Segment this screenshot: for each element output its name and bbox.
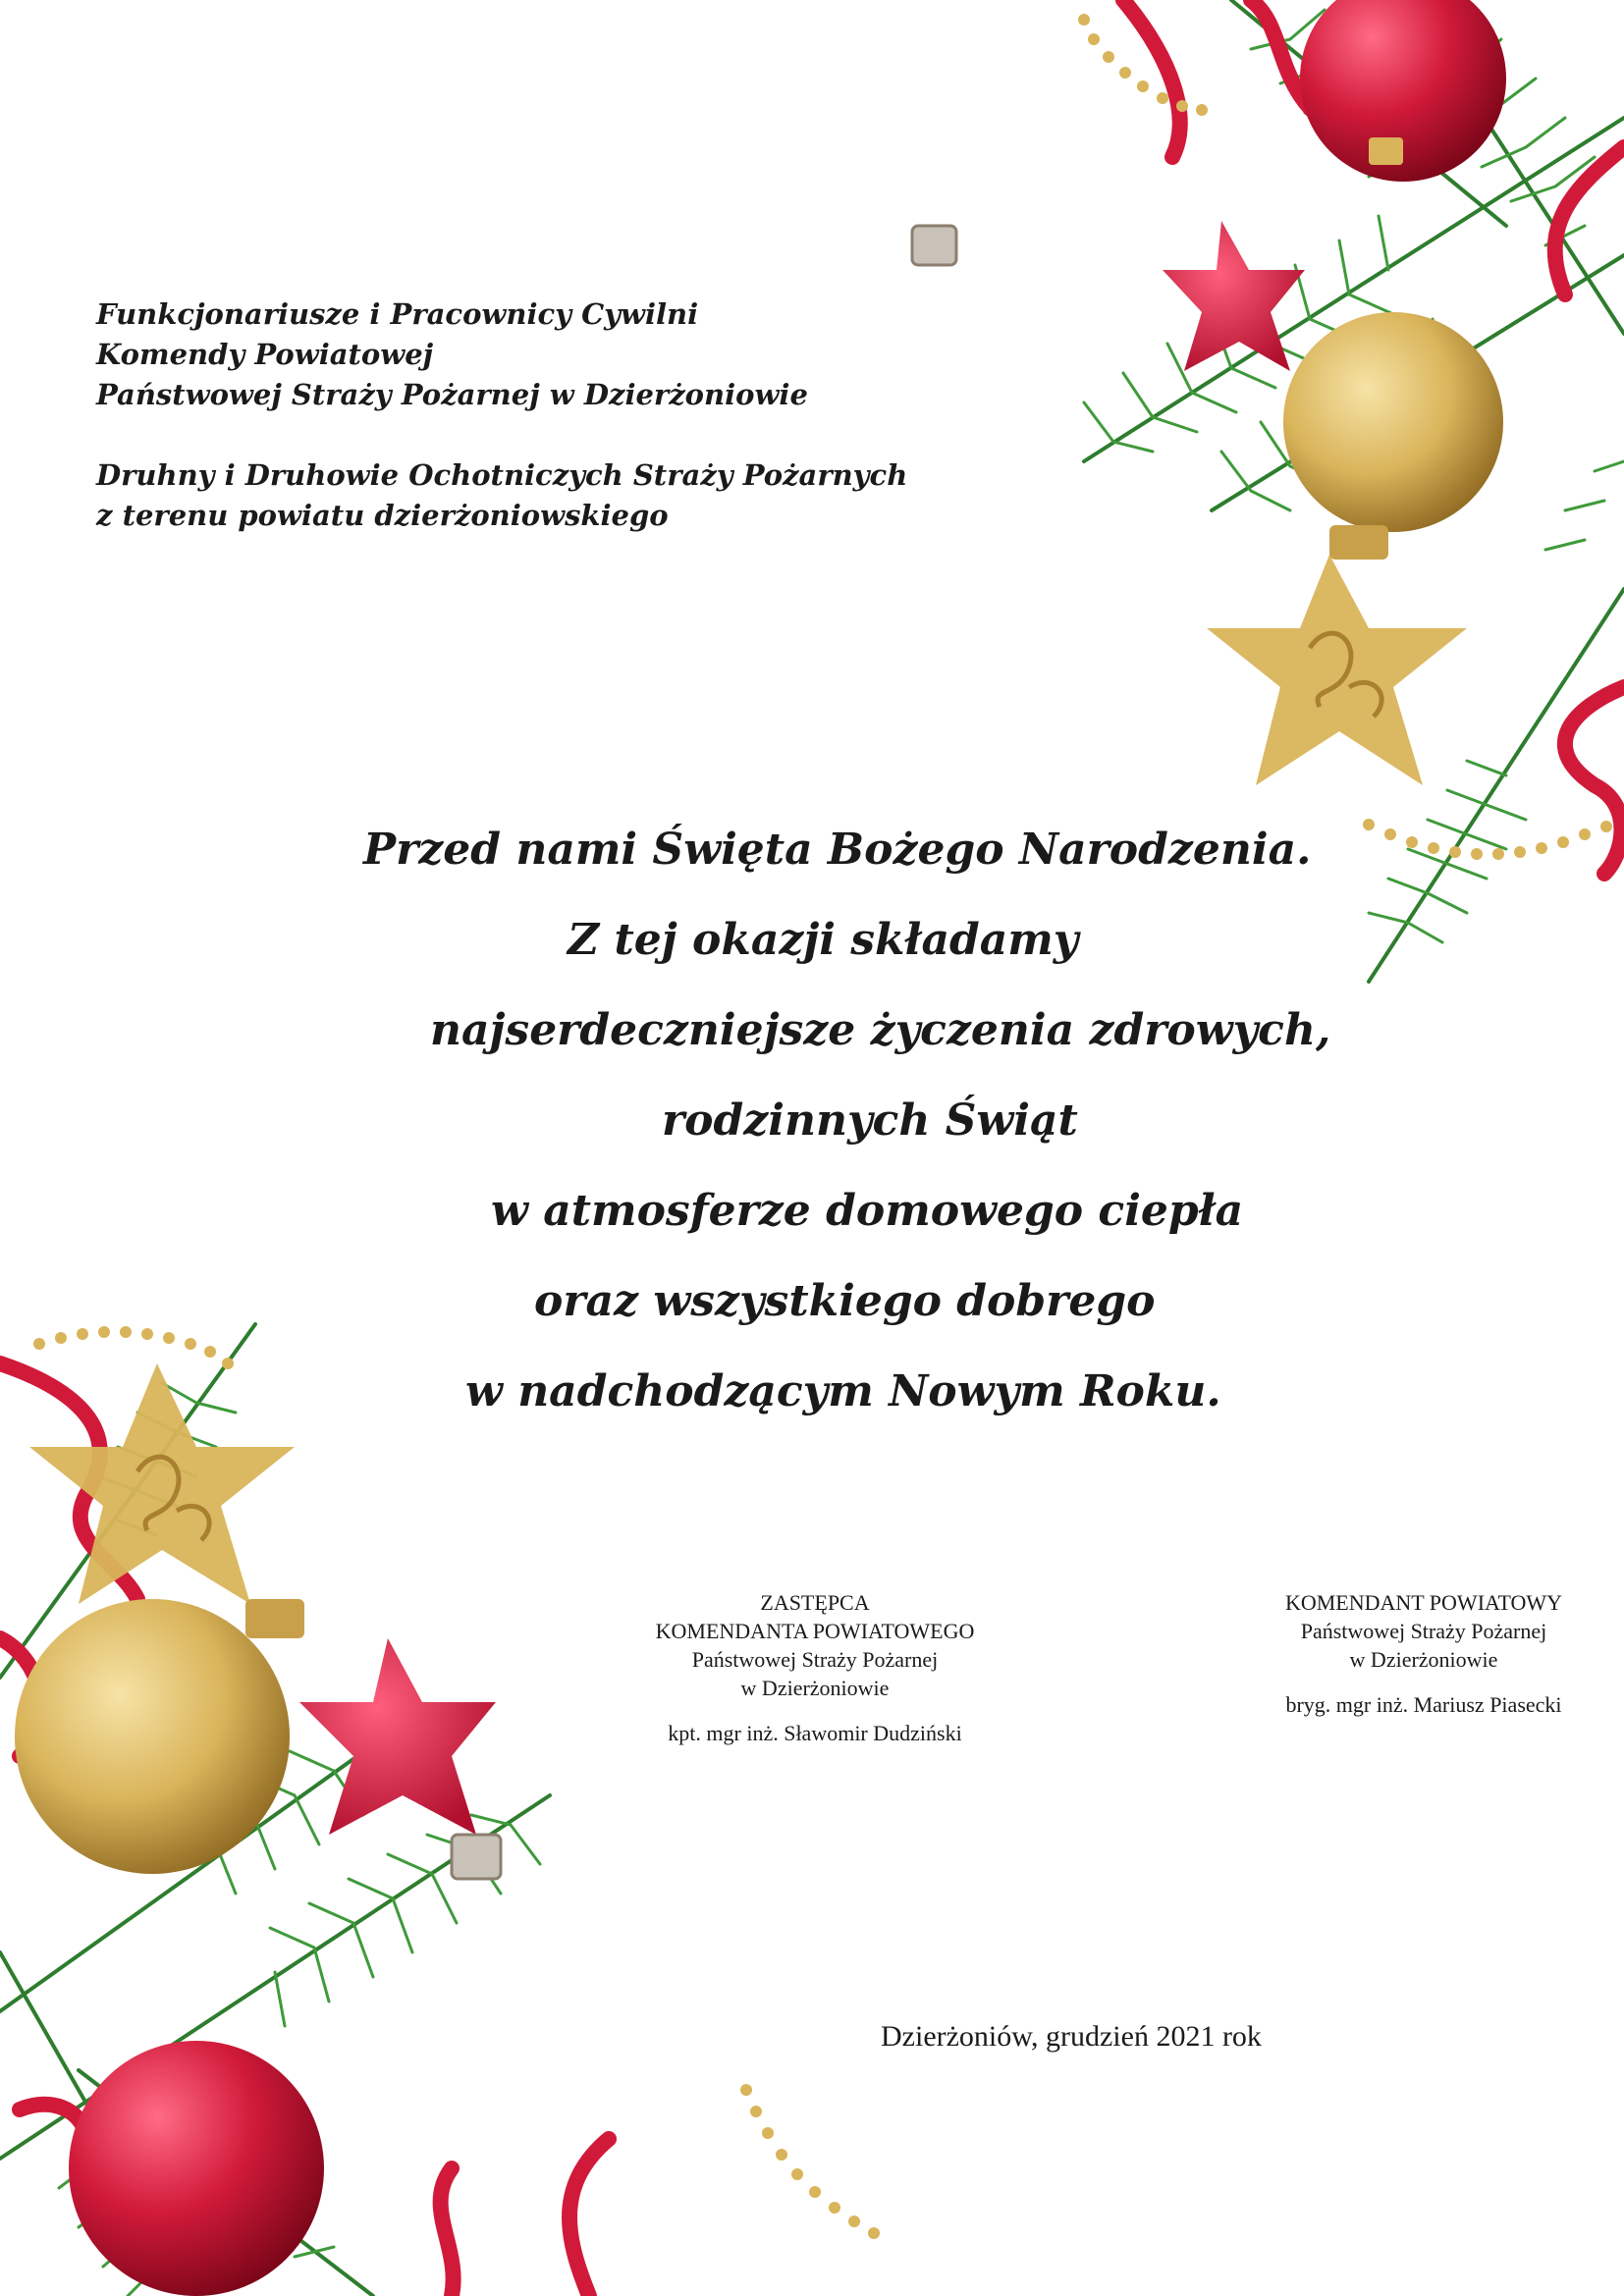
gold-star-icon bbox=[1207, 555, 1467, 785]
commander-name: bryg. mgr inż. Mariusz Piasecki bbox=[1285, 1692, 1562, 1717]
greeting-line-6: oraz wszystkiego dobrego bbox=[534, 1276, 1156, 1326]
commander-title-3: w Dzierżoniowie bbox=[1349, 1647, 1498, 1672]
red-star-icon bbox=[299, 1638, 496, 1835]
signature-deputy bbox=[589, 1588, 1041, 1747]
gold-bauble-icon bbox=[1283, 312, 1503, 532]
recipient-line-2: Komendy Powiatowej bbox=[96, 338, 434, 371]
greeting-line-3: najserdeczniejsze życzenia zdrowych, bbox=[430, 1005, 1331, 1055]
gold-bauble-icon bbox=[15, 1599, 290, 1874]
signature-commander bbox=[1237, 1588, 1610, 1719]
christmas-decoration-bottom-left bbox=[0, 1305, 923, 2296]
deputy-title-2: KOMENDANTA POWIATOWEGO bbox=[655, 1619, 975, 1643]
greeting-line-4: rodzinnych Świąt bbox=[662, 1095, 1078, 1146]
greeting-line-5: w atmosferze domowego ciepła bbox=[491, 1186, 1244, 1236]
red-bauble-icon bbox=[69, 2041, 324, 2296]
deputy-name: kpt. mgr inż. Sławomir Dudziński bbox=[668, 1721, 962, 1745]
commander-title-1: KOMENDANT POWIATOWY bbox=[1284, 1590, 1563, 1615]
greeting-line-1: Przed nami Święta Bożego Narodzenia. bbox=[363, 825, 1312, 875]
recipient-line-4: Druhny i Druhowie Ochotniczych Straży Pożarnych bbox=[96, 458, 908, 492]
greeting-line-7: w nadchodzącym Nowym Roku. bbox=[465, 1366, 1221, 1416]
recipient-line-3: Państwowej Straży Pożarnej w Dzierżoniowie bbox=[96, 378, 808, 411]
greeting-line-2: Z tej okazji składamy bbox=[568, 915, 1079, 965]
deputy-title-4: w Dzierżoniowie bbox=[740, 1676, 890, 1700]
date-line: Dzierżoniów, grudzień 2021 rok bbox=[881, 2020, 1262, 2053]
deputy-title-1: ZASTĘPCA bbox=[760, 1590, 870, 1615]
recipients-block bbox=[96, 294, 960, 536]
recipient-line-5: z terenu powiatu dzierżoniowskiego bbox=[96, 499, 669, 532]
commander-title-2: Państwowej Straży Pożarnej bbox=[1300, 1619, 1547, 1643]
deputy-title-3: Państwowej Straży Pożarnej bbox=[691, 1647, 939, 1672]
recipient-line-1: Funkcjonariusze i Pracownicy Cywilni bbox=[96, 297, 699, 331]
